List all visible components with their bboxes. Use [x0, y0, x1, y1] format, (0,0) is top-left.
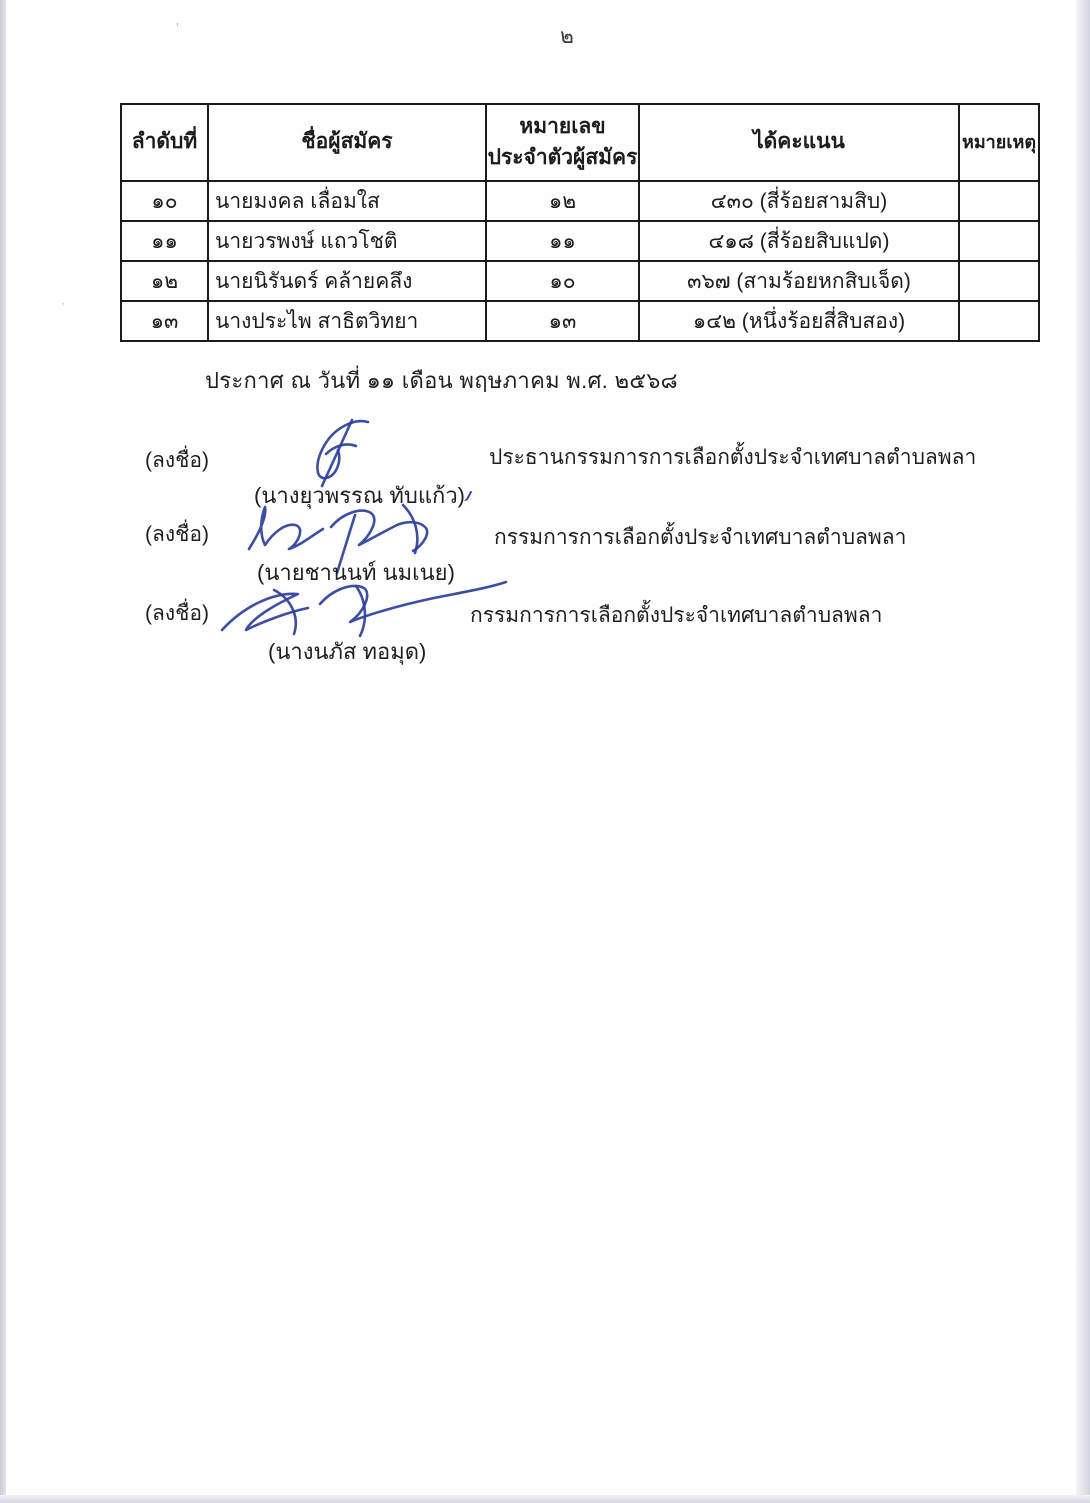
table-row — [121, 261, 1039, 301]
cell-score: ๔๓๐ (สี่ร้อยสามสิบ) — [639, 181, 959, 221]
cell-order: ๑๐ — [121, 181, 208, 221]
header-order: ลำดับที่ — [121, 104, 208, 181]
role-label-commissioner: กรรมการการเลือกตั้งประจำเทศบาลตำบลพลา — [494, 526, 907, 549]
cell-number: ๑๑ — [486, 221, 639, 261]
sign-here-label: (ลงชื่อ) — [145, 602, 209, 625]
header-number — [486, 104, 639, 181]
cell-order: ๑๓ — [121, 301, 208, 341]
scan-speck: ’ — [176, 20, 179, 35]
cell-candidate-name: นางประไพ สาธิตวิทยา — [208, 301, 486, 341]
photo-edge-right — [1076, 0, 1090, 1503]
table-row — [121, 301, 1039, 341]
cell-remark — [959, 181, 1039, 221]
sign-here-label: (ลงชื่อ) — [145, 523, 209, 546]
header-remark: หมายเหตุ — [959, 104, 1039, 181]
photo-edge-left — [0, 0, 6, 1503]
table-row — [121, 221, 1039, 261]
cell-candidate-name: นายวรพงษ์ แถวโชติ — [208, 221, 486, 261]
cell-score: ๔๑๘ (สี่ร้อยสิบแปด) — [639, 221, 959, 261]
table-header-row — [121, 104, 1039, 181]
signer-name: (นางยุวพรรณ ทับแก้ว) — [254, 483, 466, 508]
cell-number: ๑๓ — [486, 301, 639, 341]
announcement-date-line: ประกาศ ณ วันที่ ๑๑ เดือน พฤษภาคม พ.ศ. ๒๕๖๘ — [205, 368, 678, 393]
cell-candidate-name: นายมงคล เลื่อมใส — [208, 181, 486, 221]
header-name: ชื่อผู้สมัคร — [208, 104, 486, 181]
cell-number: ๑๒ — [486, 181, 639, 221]
role-label-commissioner: กรรมการการเลือกตั้งประจำเทศบาลตำบลพลา — [470, 604, 883, 627]
sign-here-label: (ลงชื่อ) — [145, 449, 209, 472]
header-number-line2: ประจำตัวผู้สมัคร — [487, 145, 638, 169]
signer-name: (นายชานนท์ นมเนย) — [257, 560, 455, 585]
page-number: ๒ — [560, 25, 574, 48]
scan-speck: ’ — [62, 302, 65, 313]
election-results-table — [120, 103, 1040, 342]
header-score: ได้คะแนน — [639, 104, 959, 181]
role-label-chairman: ประธานกรรมการการเลือกตั้งประจำเทศบาลตำบลพลา — [489, 446, 977, 469]
cell-remark — [959, 301, 1039, 341]
cell-number: ๑๐ — [486, 261, 639, 301]
table-row — [121, 181, 1039, 221]
cell-order: ๑๒ — [121, 261, 208, 301]
cell-remark — [959, 221, 1039, 261]
header-number-line1: หมายเลข — [519, 115, 606, 139]
cell-candidate-name: นายนิรันดร์ คล้ายคลึง — [208, 261, 486, 301]
signer-name: (นางนภัส ทอมุด) — [268, 639, 427, 664]
cell-score: ๓๖๗ (สามร้อยหกสิบเจ็ด) — [639, 261, 959, 301]
cell-remark — [959, 261, 1039, 301]
cell-order: ๑๑ — [121, 221, 208, 261]
photo-edge-bottom — [0, 1495, 1090, 1503]
cell-score: ๑๔๒ (หนึ่งร้อยสี่สิบสอง) — [639, 301, 959, 341]
